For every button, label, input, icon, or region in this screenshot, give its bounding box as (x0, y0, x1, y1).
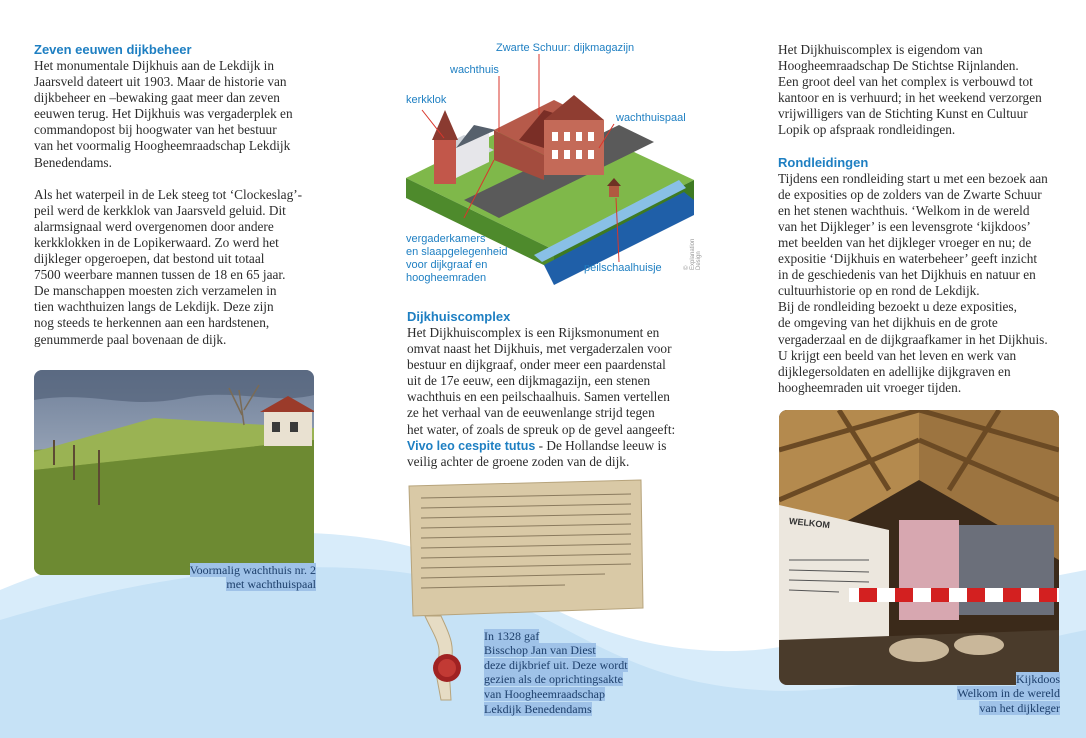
sign-welkom: WELKOM (788, 515, 831, 531)
paragraph-eigendom: Het Dijkhuiscomplex is eigendom van Hoogheemraadschap De Stichtse Rijnlanden. Een groot deel van het complex is verbouwd tot kantoor en is verhuurd; in het weekend verzorgen vrijwilligers van de Stichting Kunst en Cultuur Lopik op afspraak rondleidingen. (778, 42, 1042, 138)
middle-column (407, 309, 692, 470)
right-column (778, 42, 1068, 396)
caption-wachthuis: Voormalig wachthuis nr. 2 met wachthuispaal (189, 562, 316, 592)
paragraph-motto (407, 438, 692, 470)
paragraph-alarm: Als het waterpeil in de Lek steeg tot ‘Clockeslag’- peil werd de kerkklok van Jaarsveld geluid. Dit alarmsignaal werd overgenomen door andere kerkklokken in de Lopikerwaard. Zo werd het dijkleger opgeroepen, dat bestond uit totaal 7500 weerbare mannen tussen de 18 en 65 jaar. De manschappen moesten zich verzamelen in tien wachthuizen langs de Lekdijk. Deze zijn nog steeds te herkennen aan een hardstenen, genummerde paal bovenaan de dijk. (34, 186, 303, 347)
label-wachthuis: wachthuis (450, 64, 499, 76)
label-peilschaalhuisje: peilschaalhuisje (584, 262, 662, 274)
motto-translation: - De Hollandse leeuw is veilig achter de groene zoden van de dijk. (407, 437, 667, 469)
label-wachthuispaal: wachthuispaal (616, 112, 686, 124)
diagram-copyright: © Explanation Design (684, 238, 702, 270)
caption-dijkbrief: In 1328 gaf Bisschop Jan van Diest deze dijkbrief uit. Deze wordt gezien als de oprichtingsakte van Hoogheemraadschap Lekdijk Benedendams (484, 628, 628, 716)
motto-text: Vivo leo cespite tutus (407, 438, 536, 453)
photo-kijkdoos (779, 410, 1059, 685)
photo-wachthuis (34, 370, 314, 575)
caption-kijkdoos: Kijkdoos Welkom in de wereld van het dijkleger (957, 671, 1060, 715)
dijkhuis-diagram (404, 40, 702, 290)
section-heading-rondleidingen: Rondleidingen (778, 154, 869, 170)
paragraph-complex: Het Dijkhuiscomplex is een Rijksmonument en omvat naast het Dijkhuis, met vergaderzalen voor bestuur en dijkgraaf, onder meer een paardenstal uit de 17e eeuw, een dijkmagazijn, een stenen wachthuis en een peilschaalhuis. Samen vertellen ze het verhaal van de eeuwenlange strijd tegen het water, of zoals de spreuk op de gevel aangeeft: (407, 325, 676, 437)
paragraph-rondleidingen: Tijdens een rondleiding start u met een bezoek aan de exposities op de zolders van de Zwarte Schuur en het stenen wachthuis. ‘Welkom in de wereld van het Dijkleger’ is een levensgrote ‘kijkdoos’ met beelden van het dijkleger vroeger en nu; de expositie ‘Dijkhuis en waterbeheer’ geeft inzicht in de geschiedenis van het Dijkhuis en natuur en cultuurhistorie op en rond de Lekdijk. Bij de rondleiding bezoekt u deze exposities, de omgeving van het dijkhuis en de grote vergaderzaal en de dijkgraafkamer in het Dijkhuis. U krijgt een beeld van het leven en werk van dijklegersoldaten en adellijke dijkgraven en hoogheemraden uit vroeger tijden. (778, 170, 1048, 395)
left-column (34, 42, 314, 348)
section-heading-dijkhuiscomplex: Dijkhuiscomplex (407, 309, 511, 324)
label-zwarte-schuur: Zwarte Schuur: dijkmagazijn (496, 42, 635, 54)
paragraph-history: Het monumentale Dijkhuis aan de Lekdijk in Jaarsveld dateert uit 1903. Maar de historie van dijkbeheer en –bewaking gaat meer dan zeven eeuwen terug. Het Dijkhuis was vergaderplek en commandopost bij hoogwater van het bestuur van het voormalig Hoogheemraadschap Lekdijk Benedendams. (34, 58, 293, 170)
label-kerkklok: kerkklok (406, 94, 447, 106)
section-heading-zeven-eeuwen: Zeven eeuwen dijkbeheer (34, 42, 192, 57)
label-vergaderkamers: vergaderkamers en slaapgelegenheid voor dijkgraaf en hoogheemraden (406, 233, 508, 284)
